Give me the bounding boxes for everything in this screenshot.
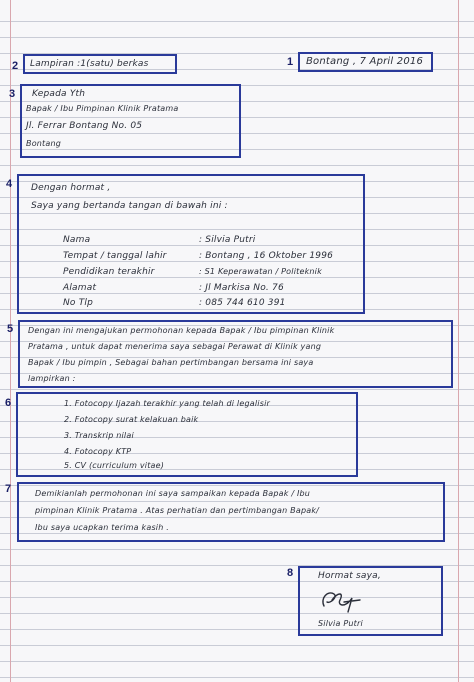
field-row xyxy=(63,232,90,248)
field-row xyxy=(63,264,155,280)
field-value: : S1 Keperawatan / Politeknik xyxy=(199,267,322,276)
marker-1: 1 xyxy=(287,56,294,68)
box-recipient xyxy=(20,84,241,158)
closing-line-1: Demikianlah permohonan ini saya sampaikan kepada Bapak / Ibu xyxy=(35,489,311,498)
date-text: Bontang , 7 April 2016 xyxy=(306,56,424,67)
margin-line-right xyxy=(458,0,459,682)
field-value: : Silvia Putri xyxy=(199,235,256,245)
field-label: No Tlp xyxy=(63,298,94,308)
field-value: : Jl Markisa No. 76 xyxy=(199,283,284,293)
recipient-line-1: Kepada Yth xyxy=(32,89,86,99)
marker-4: 4 xyxy=(6,178,13,190)
field-label: Nama xyxy=(63,235,91,245)
recipient-line-3: Jl. Ferrar Bontang No. 05 xyxy=(26,121,143,131)
list-item: 5. CV (curriculum vitae) xyxy=(64,461,165,470)
box-date xyxy=(298,52,433,72)
box-lampiran xyxy=(23,54,177,74)
box-closing xyxy=(17,482,445,542)
margin-line-left xyxy=(10,0,11,682)
field-row xyxy=(63,295,93,311)
signature-name: Silvia Putri xyxy=(318,619,363,628)
signature-mark xyxy=(318,586,368,614)
list-item: 4. Fotocopy KTP xyxy=(64,447,132,456)
field-row xyxy=(63,248,167,264)
marker-7: 7 xyxy=(5,483,12,495)
request-line-3: Bapak / Ibu pimpin , Sebagai bahan pertimbangan bersama ini saya xyxy=(28,358,314,367)
field-value: : Bontang , 16 Oktober 1996 xyxy=(199,251,334,261)
regards-text: Hormat saya, xyxy=(318,571,381,581)
closing-line-2: pimpinan Klinik Pratama . Atas perhatian dan pertimbangan Bapak/ xyxy=(35,506,320,515)
closing-line-3: Ibu saya ucapkan terima kasih . xyxy=(35,523,169,532)
field-row xyxy=(63,280,96,296)
request-line-2: Pratama , untuk dapat menerima saya sebagai Perawat di Klinik yang xyxy=(28,342,322,351)
request-line-4: lampirkan : xyxy=(28,374,76,383)
box-identity xyxy=(17,174,365,314)
marker-3: 3 xyxy=(9,88,16,100)
marker-5: 5 xyxy=(7,323,14,335)
field-value: : 085 744 610 391 xyxy=(199,298,286,308)
marker-6: 6 xyxy=(5,397,12,409)
recipient-line-4: Bontang xyxy=(26,139,62,148)
marker-2: 2 xyxy=(12,60,19,72)
box-request xyxy=(18,320,453,388)
list-item: 1. Fotocopy Ijazah terakhir yang telah di legalisir xyxy=(64,399,270,408)
greeting-text: Dengan hormat , xyxy=(31,183,111,193)
box-attachments xyxy=(16,392,358,477)
intro-text: Saya yang bertanda tangan di bawah ini : xyxy=(31,201,228,211)
recipient-line-2: Bapak / Ibu Pimpinan Klinik Pratama xyxy=(26,104,179,113)
field-label: Pendidikan terakhir xyxy=(63,267,155,277)
lampiran-text: Lampiran :1(satu) berkas xyxy=(30,59,149,69)
field-label: Tempat / tanggal lahir xyxy=(63,251,167,261)
field-label: Alamat xyxy=(63,283,97,293)
marker-8: 8 xyxy=(287,567,294,579)
list-item: 2. Fotocopy surat kelakuan baik xyxy=(64,415,199,424)
box-signature xyxy=(298,566,443,636)
list-item: 3. Transkrip nilai xyxy=(64,431,134,440)
request-line-1: Dengan ini mengajukan permohonan kepada Bapak / Ibu pimpinan Klinik xyxy=(28,326,335,335)
